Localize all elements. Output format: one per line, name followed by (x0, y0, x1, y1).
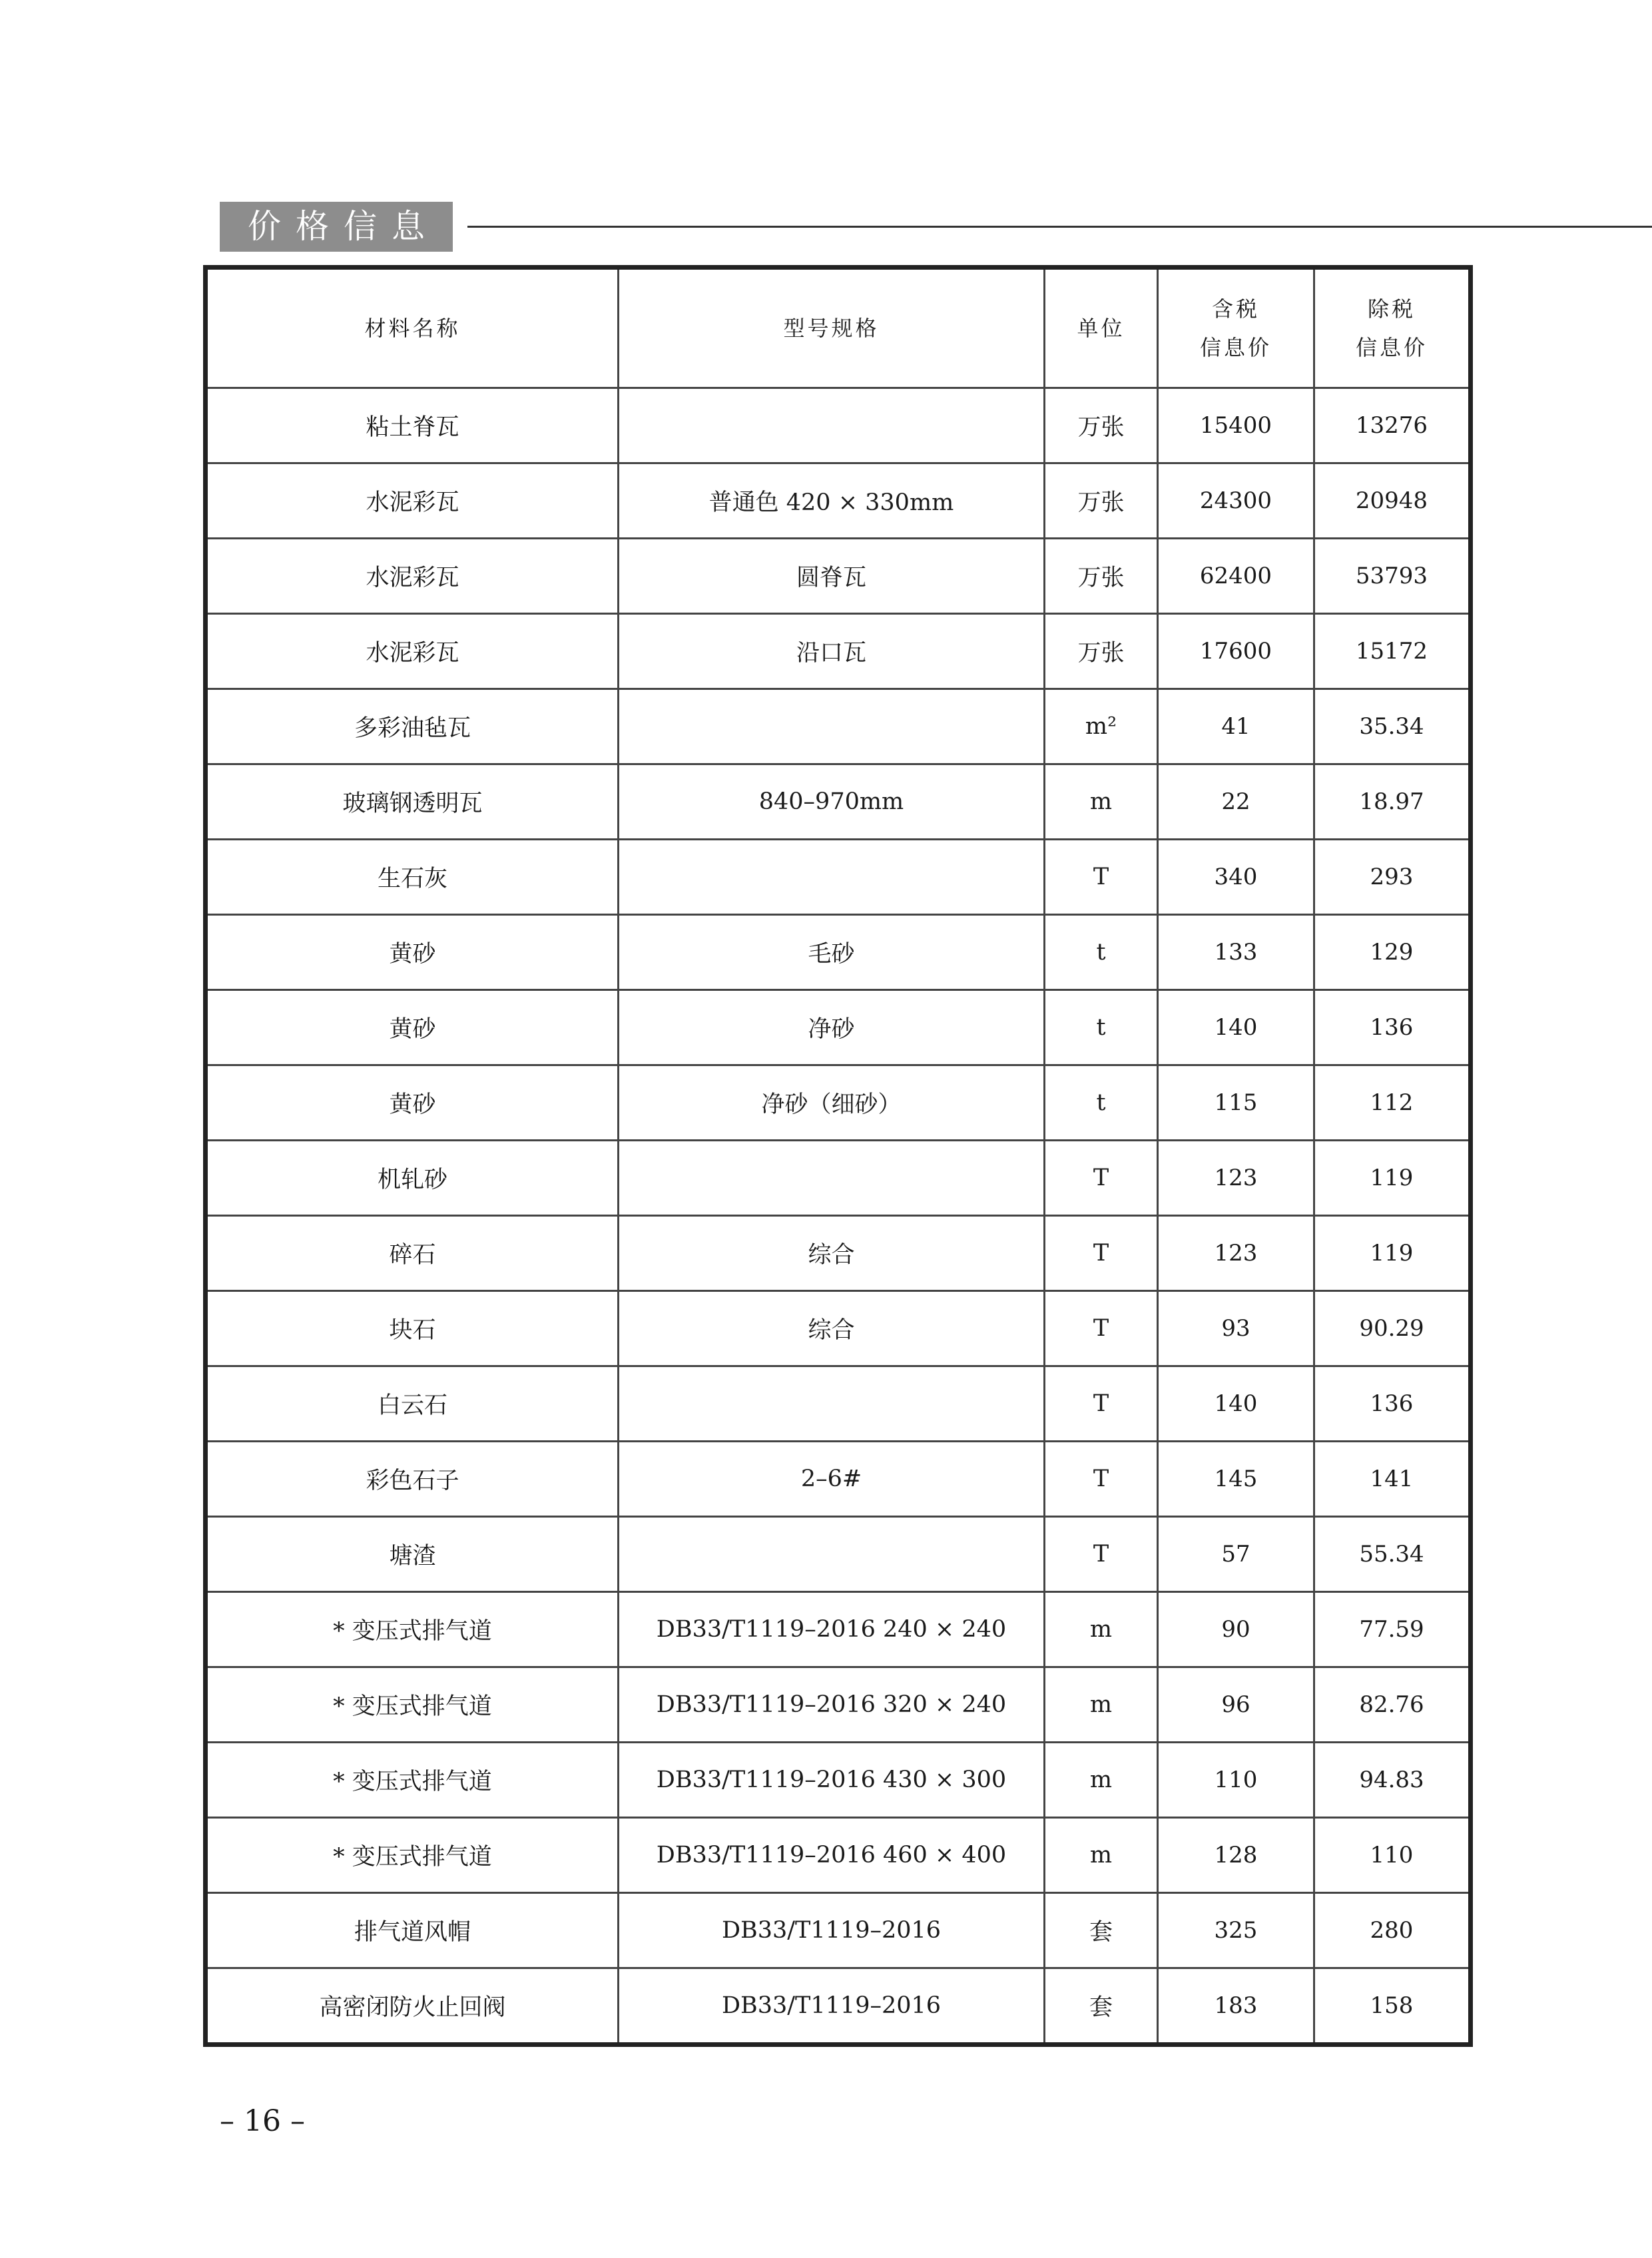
price-table (203, 265, 1473, 2047)
cell-tax-inclusive-price: 17600 (1158, 614, 1314, 689)
table-row (206, 1818, 1471, 1893)
cell-spec (619, 388, 1045, 463)
table-row (206, 1592, 1471, 1667)
cell-tax-inclusive-price: 62400 (1158, 539, 1314, 614)
cell-tax-inclusive-price: 93 (1158, 1291, 1314, 1366)
cell-unit: m (1045, 1818, 1158, 1893)
table-row (206, 915, 1471, 990)
cell-material-name: 高密闭防火止回阀 (206, 1968, 619, 2045)
cell-spec (619, 1517, 1045, 1592)
cell-material-name: 白云石 (206, 1366, 619, 1442)
cell-tax-inclusive-price: 15400 (1158, 388, 1314, 463)
cell-unit: m² (1045, 689, 1158, 764)
cell-tax-inclusive-price: 145 (1158, 1442, 1314, 1517)
cell-spec (619, 1141, 1045, 1216)
cell-tax-exclusive-price: 77.59 (1314, 1592, 1471, 1667)
cell-tax-inclusive-price: 183 (1158, 1968, 1314, 2045)
header-tax-inclusive-line2: 信息价 (1199, 335, 1272, 360)
cell-tax-inclusive-price: 57 (1158, 1517, 1314, 1592)
header-unit: 单位 (1045, 268, 1158, 388)
cell-unit: T (1045, 1291, 1158, 1366)
cell-tax-exclusive-price: 112 (1314, 1065, 1471, 1141)
table-row (206, 1667, 1471, 1743)
table-row (206, 1968, 1471, 2045)
cell-spec: DB33/T1119–2016 320 × 240 (619, 1667, 1045, 1743)
cell-tax-inclusive-price: 123 (1158, 1216, 1314, 1291)
header-tax-exclusive-line2: 信息价 (1355, 335, 1428, 360)
table-row (206, 764, 1471, 840)
cell-unit: 套 (1045, 1968, 1158, 2045)
cell-spec: 综合 (619, 1291, 1045, 1366)
cell-tax-exclusive-price: 119 (1314, 1141, 1471, 1216)
table-row (206, 689, 1471, 764)
cell-tax-exclusive-price: 35.34 (1314, 689, 1471, 764)
cell-spec: DB33/T1119–2016 (619, 1893, 1045, 1968)
cell-spec (619, 1366, 1045, 1442)
cell-spec: 沿口瓦 (619, 614, 1045, 689)
table-row (206, 1366, 1471, 1442)
cell-tax-exclusive-price: 293 (1314, 840, 1471, 915)
table-row (206, 1216, 1471, 1291)
section-header (220, 202, 1472, 252)
cell-unit: T (1045, 1366, 1158, 1442)
cell-unit: T (1045, 840, 1158, 915)
cell-unit: T (1045, 1141, 1158, 1216)
cell-tax-inclusive-price: 115 (1158, 1065, 1314, 1141)
cell-spec: 圆脊瓦 (619, 539, 1045, 614)
cell-tax-inclusive-price: 340 (1158, 840, 1314, 915)
cell-material-name: 多彩油毡瓦 (206, 689, 619, 764)
cell-unit: T (1045, 1442, 1158, 1517)
table-row (206, 1141, 1471, 1216)
cell-tax-exclusive-price: 141 (1314, 1442, 1471, 1517)
table-row (206, 388, 1471, 463)
table-body (206, 388, 1471, 2045)
cell-spec: 净砂 (619, 990, 1045, 1065)
cell-tax-inclusive-price: 24300 (1158, 463, 1314, 539)
cell-unit: m (1045, 1667, 1158, 1743)
cell-material-name: 碎石 (206, 1216, 619, 1291)
header-material-name: 材料名称 (206, 268, 619, 388)
cell-unit: 套 (1045, 1893, 1158, 1968)
table-row (206, 1743, 1471, 1818)
cell-tax-inclusive-price: 41 (1158, 689, 1314, 764)
cell-unit: m (1045, 1592, 1158, 1667)
cell-material-name: 黄砂 (206, 990, 619, 1065)
cell-unit: t (1045, 990, 1158, 1065)
cell-tax-exclusive-price: 110 (1314, 1818, 1471, 1893)
cell-tax-inclusive-price: 90 (1158, 1592, 1314, 1667)
cell-spec: DB33/T1119–2016 430 × 300 (619, 1743, 1045, 1818)
cell-tax-exclusive-price: 13276 (1314, 388, 1471, 463)
cell-spec: 840–970mm (619, 764, 1045, 840)
cell-tax-exclusive-price: 82.76 (1314, 1667, 1471, 1743)
cell-spec: 净砂（细砂） (619, 1065, 1045, 1141)
cell-tax-exclusive-price: 136 (1314, 990, 1471, 1065)
cell-tax-exclusive-price: 136 (1314, 1366, 1471, 1442)
cell-material-name: 黄砂 (206, 1065, 619, 1141)
table-row (206, 1291, 1471, 1366)
table-row (206, 1442, 1471, 1517)
cell-material-name: * 变压式排气道 (206, 1667, 619, 1743)
cell-tax-exclusive-price: 90.29 (1314, 1291, 1471, 1366)
cell-tax-exclusive-price: 15172 (1314, 614, 1471, 689)
cell-unit: T (1045, 1216, 1158, 1291)
header-tax-exclusive-line1: 除税 (1367, 296, 1416, 322)
table-row (206, 990, 1471, 1065)
cell-spec (619, 840, 1045, 915)
cell-unit: 万张 (1045, 463, 1158, 539)
cell-material-name: 黄砂 (206, 915, 619, 990)
cell-tax-inclusive-price: 123 (1158, 1141, 1314, 1216)
cell-unit: 万张 (1045, 539, 1158, 614)
table-row (206, 1517, 1471, 1592)
cell-tax-exclusive-price: 18.97 (1314, 764, 1471, 840)
cell-material-name: * 变压式排气道 (206, 1592, 619, 1667)
page-number: – 16 – (220, 2104, 305, 2138)
section-title: 价格信息 (220, 202, 453, 252)
table-row (206, 840, 1471, 915)
cell-unit: 万张 (1045, 388, 1158, 463)
cell-tax-inclusive-price: 128 (1158, 1818, 1314, 1893)
table-row (206, 1893, 1471, 1968)
cell-material-name: 塘渣 (206, 1517, 619, 1592)
cell-tax-exclusive-price: 20948 (1314, 463, 1471, 539)
header-tax-exclusive-price (1314, 268, 1471, 388)
section-divider (467, 226, 1652, 228)
table-header-row (206, 268, 1471, 388)
cell-spec: 2–6# (619, 1442, 1045, 1517)
cell-spec: DB33/T1119–2016 240 × 240 (619, 1592, 1045, 1667)
header-tax-inclusive-price (1158, 268, 1314, 388)
cell-material-name: * 变压式排气道 (206, 1743, 619, 1818)
cell-spec: 毛砂 (619, 915, 1045, 990)
cell-material-name: 粘土脊瓦 (206, 388, 619, 463)
cell-tax-inclusive-price: 133 (1158, 915, 1314, 990)
cell-tax-inclusive-price: 325 (1158, 1893, 1314, 1968)
cell-material-name: 水泥彩瓦 (206, 463, 619, 539)
cell-spec: DB33/T1119–2016 460 × 400 (619, 1818, 1045, 1893)
cell-tax-exclusive-price: 53793 (1314, 539, 1471, 614)
cell-material-name: 玻璃钢透明瓦 (206, 764, 619, 840)
cell-unit: m (1045, 764, 1158, 840)
cell-unit: t (1045, 1065, 1158, 1141)
cell-material-name: 彩色石子 (206, 1442, 619, 1517)
cell-tax-inclusive-price: 140 (1158, 990, 1314, 1065)
cell-tax-inclusive-price: 140 (1158, 1366, 1314, 1442)
cell-unit: m (1045, 1743, 1158, 1818)
table-row (206, 463, 1471, 539)
cell-material-name: 生石灰 (206, 840, 619, 915)
table-row (206, 614, 1471, 689)
cell-spec: 综合 (619, 1216, 1045, 1291)
header-spec: 型号规格 (619, 268, 1045, 388)
cell-tax-exclusive-price: 55.34 (1314, 1517, 1471, 1592)
cell-material-name: 机轧砂 (206, 1141, 619, 1216)
cell-unit: T (1045, 1517, 1158, 1592)
cell-material-name: 水泥彩瓦 (206, 614, 619, 689)
cell-tax-inclusive-price: 110 (1158, 1743, 1314, 1818)
cell-material-name: 块石 (206, 1291, 619, 1366)
cell-tax-exclusive-price: 119 (1314, 1216, 1471, 1291)
cell-material-name: * 变压式排气道 (206, 1818, 619, 1893)
cell-tax-exclusive-price: 158 (1314, 1968, 1471, 2045)
table-row (206, 1065, 1471, 1141)
cell-unit: t (1045, 915, 1158, 990)
cell-spec: DB33/T1119–2016 (619, 1968, 1045, 2045)
cell-tax-inclusive-price: 96 (1158, 1667, 1314, 1743)
cell-spec (619, 689, 1045, 764)
header-tax-inclusive-line1: 含税 (1211, 296, 1260, 322)
cell-unit: 万张 (1045, 614, 1158, 689)
cell-tax-exclusive-price: 94.83 (1314, 1743, 1471, 1818)
cell-tax-exclusive-price: 129 (1314, 915, 1471, 990)
cell-material-name: 排气道风帽 (206, 1893, 619, 1968)
table-row (206, 539, 1471, 614)
cell-tax-exclusive-price: 280 (1314, 1893, 1471, 1968)
cell-tax-inclusive-price: 22 (1158, 764, 1314, 840)
cell-spec: 普通色 420 × 330mm (619, 463, 1045, 539)
cell-material-name: 水泥彩瓦 (206, 539, 619, 614)
